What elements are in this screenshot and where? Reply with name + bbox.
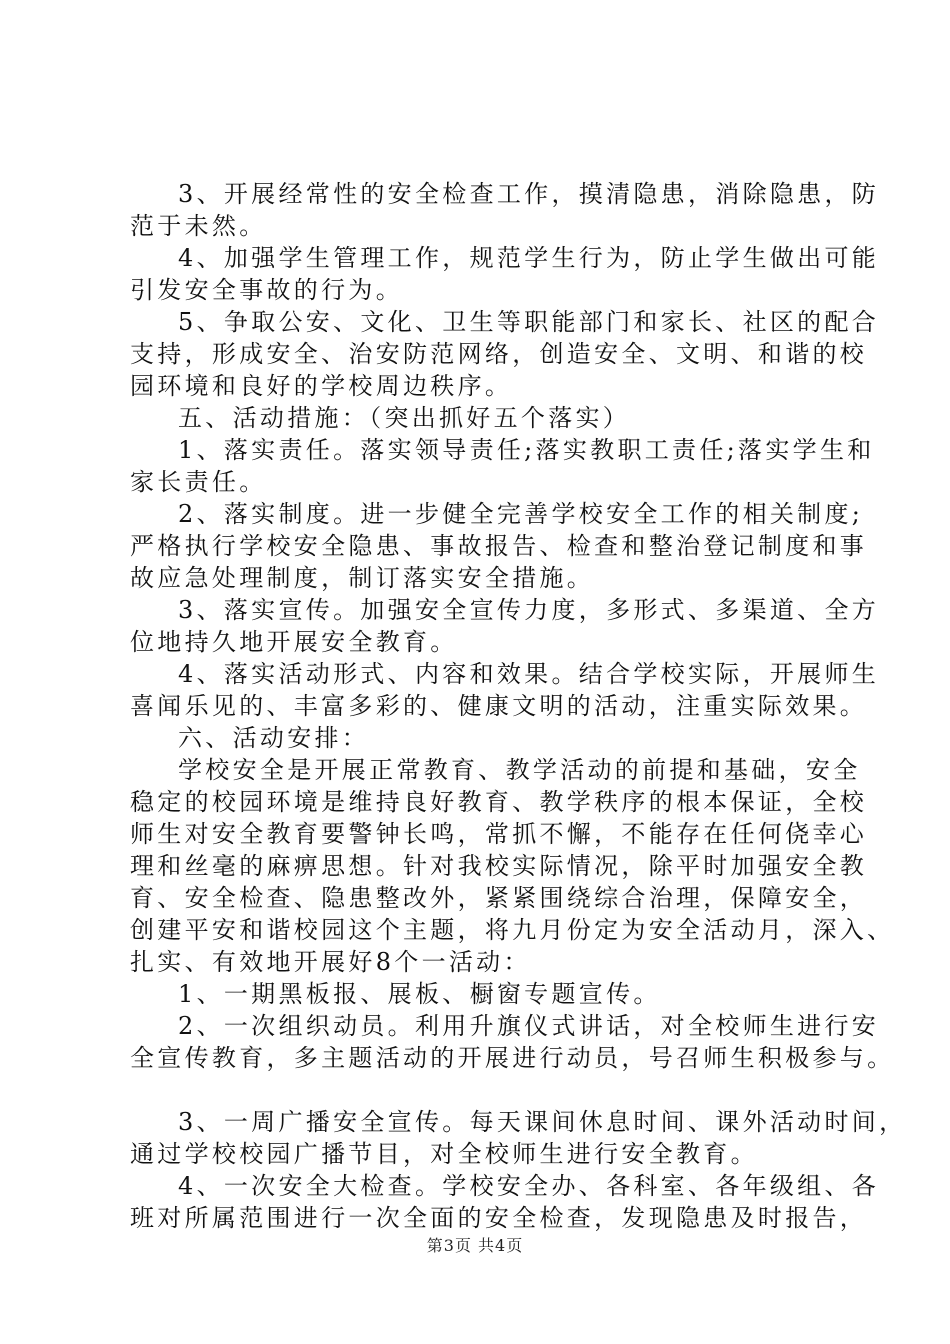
text-line: 育、安全检查、隐患整改外，紧紧围绕综合治理，保障安全， [130, 884, 868, 912]
text-line: 位地持久地开展安全教育。 [130, 628, 458, 656]
text-line: 4、落实活动形式、内容和效果。结合学校实际，开展师生 [178, 660, 880, 688]
text-line: 园环境和良好的学校周边秩序。 [130, 372, 513, 400]
text-line: 支持，形成安全、治安防范网络，创造安全、文明、和谐的校 [130, 340, 868, 368]
text-line: 4、加强学生管理工作，规范学生行为，防止学生做出可能 [178, 244, 880, 272]
text-line: 创建平安和谐校园这个主题，将九月份定为安全活动月，深入、 [130, 916, 895, 944]
text-line: 师生对安全教育要警钟长鸣，常抓不懈，不能存在任何侥幸心 [130, 820, 868, 848]
text-line: 3、开展经常性的安全检查工作，摸清隐患，消除隐患，防 [178, 180, 880, 208]
text-line: 喜闻乐见的、丰富多彩的、健康文明的活动，注重实际效果。 [130, 692, 868, 720]
text-line: 5、争取公安、文化、卫生等职能部门和家长、社区的配合 [178, 308, 880, 336]
text-line: 1、落实责任。落实领导责任;落实教职工责任;落实学生和 [178, 436, 875, 464]
text-line: 学校安全是开展正常教育、教学活动的前提和基础，安全 [178, 756, 861, 784]
text-line: 家长责任。 [130, 468, 267, 496]
text-line: 严格执行学校安全隐患、事故报告、检查和整治登记制度和事 [130, 532, 868, 560]
text-line: 3、一周广播安全宣传。每天课间休息时间、课外活动时间， [178, 1108, 907, 1136]
text-line: 1、一期黑板报、展板、橱窗专题宣传。 [178, 980, 661, 1008]
section-heading: 六、活动安排： [178, 724, 370, 752]
text-line: 2、落实制度。进一步健全完善学校安全工作的相关制度; [178, 500, 864, 528]
text-line: 理和丝毫的麻痹思想。针对我校实际情况，除平时加强安全教 [130, 852, 868, 880]
text-line: 班对所属范围进行一次全面的安全检查，发现隐患及时报告， [130, 1204, 868, 1232]
text-line: 引发安全事故的行为。 [130, 276, 403, 304]
text-line: 3、落实宣传。加强安全宣传力度，多形式、多渠道、全方 [178, 596, 880, 624]
text-line: 故应急处理制度，制订落实安全措施。 [130, 564, 595, 592]
page-number-footer: 第3页 共4页 [426, 1236, 524, 1255]
text-line: 通过学校校园广播节目，对全校师生进行安全教育。 [130, 1140, 758, 1168]
text-line: 2、一次组织动员。利用升旗仪式讲话，对全校师生进行安 [178, 1012, 880, 1040]
text-line: 范于未然。 [130, 212, 267, 240]
text-line: 4、一次安全大检查。学校安全办、各科室、各年级组、各 [178, 1172, 880, 1200]
text-line: 全宣传教育，多主题活动的开展进行动员，号召师生积极参与。 [130, 1044, 895, 1072]
text-line: 扎实、有效地开展好8个一活动： [130, 948, 531, 976]
text-line: 稳定的校园环境是维持良好教育、教学秩序的根本保证，全校 [130, 788, 868, 816]
section-heading: 五、活动措施：（突出抓好五个落实） [178, 404, 631, 432]
